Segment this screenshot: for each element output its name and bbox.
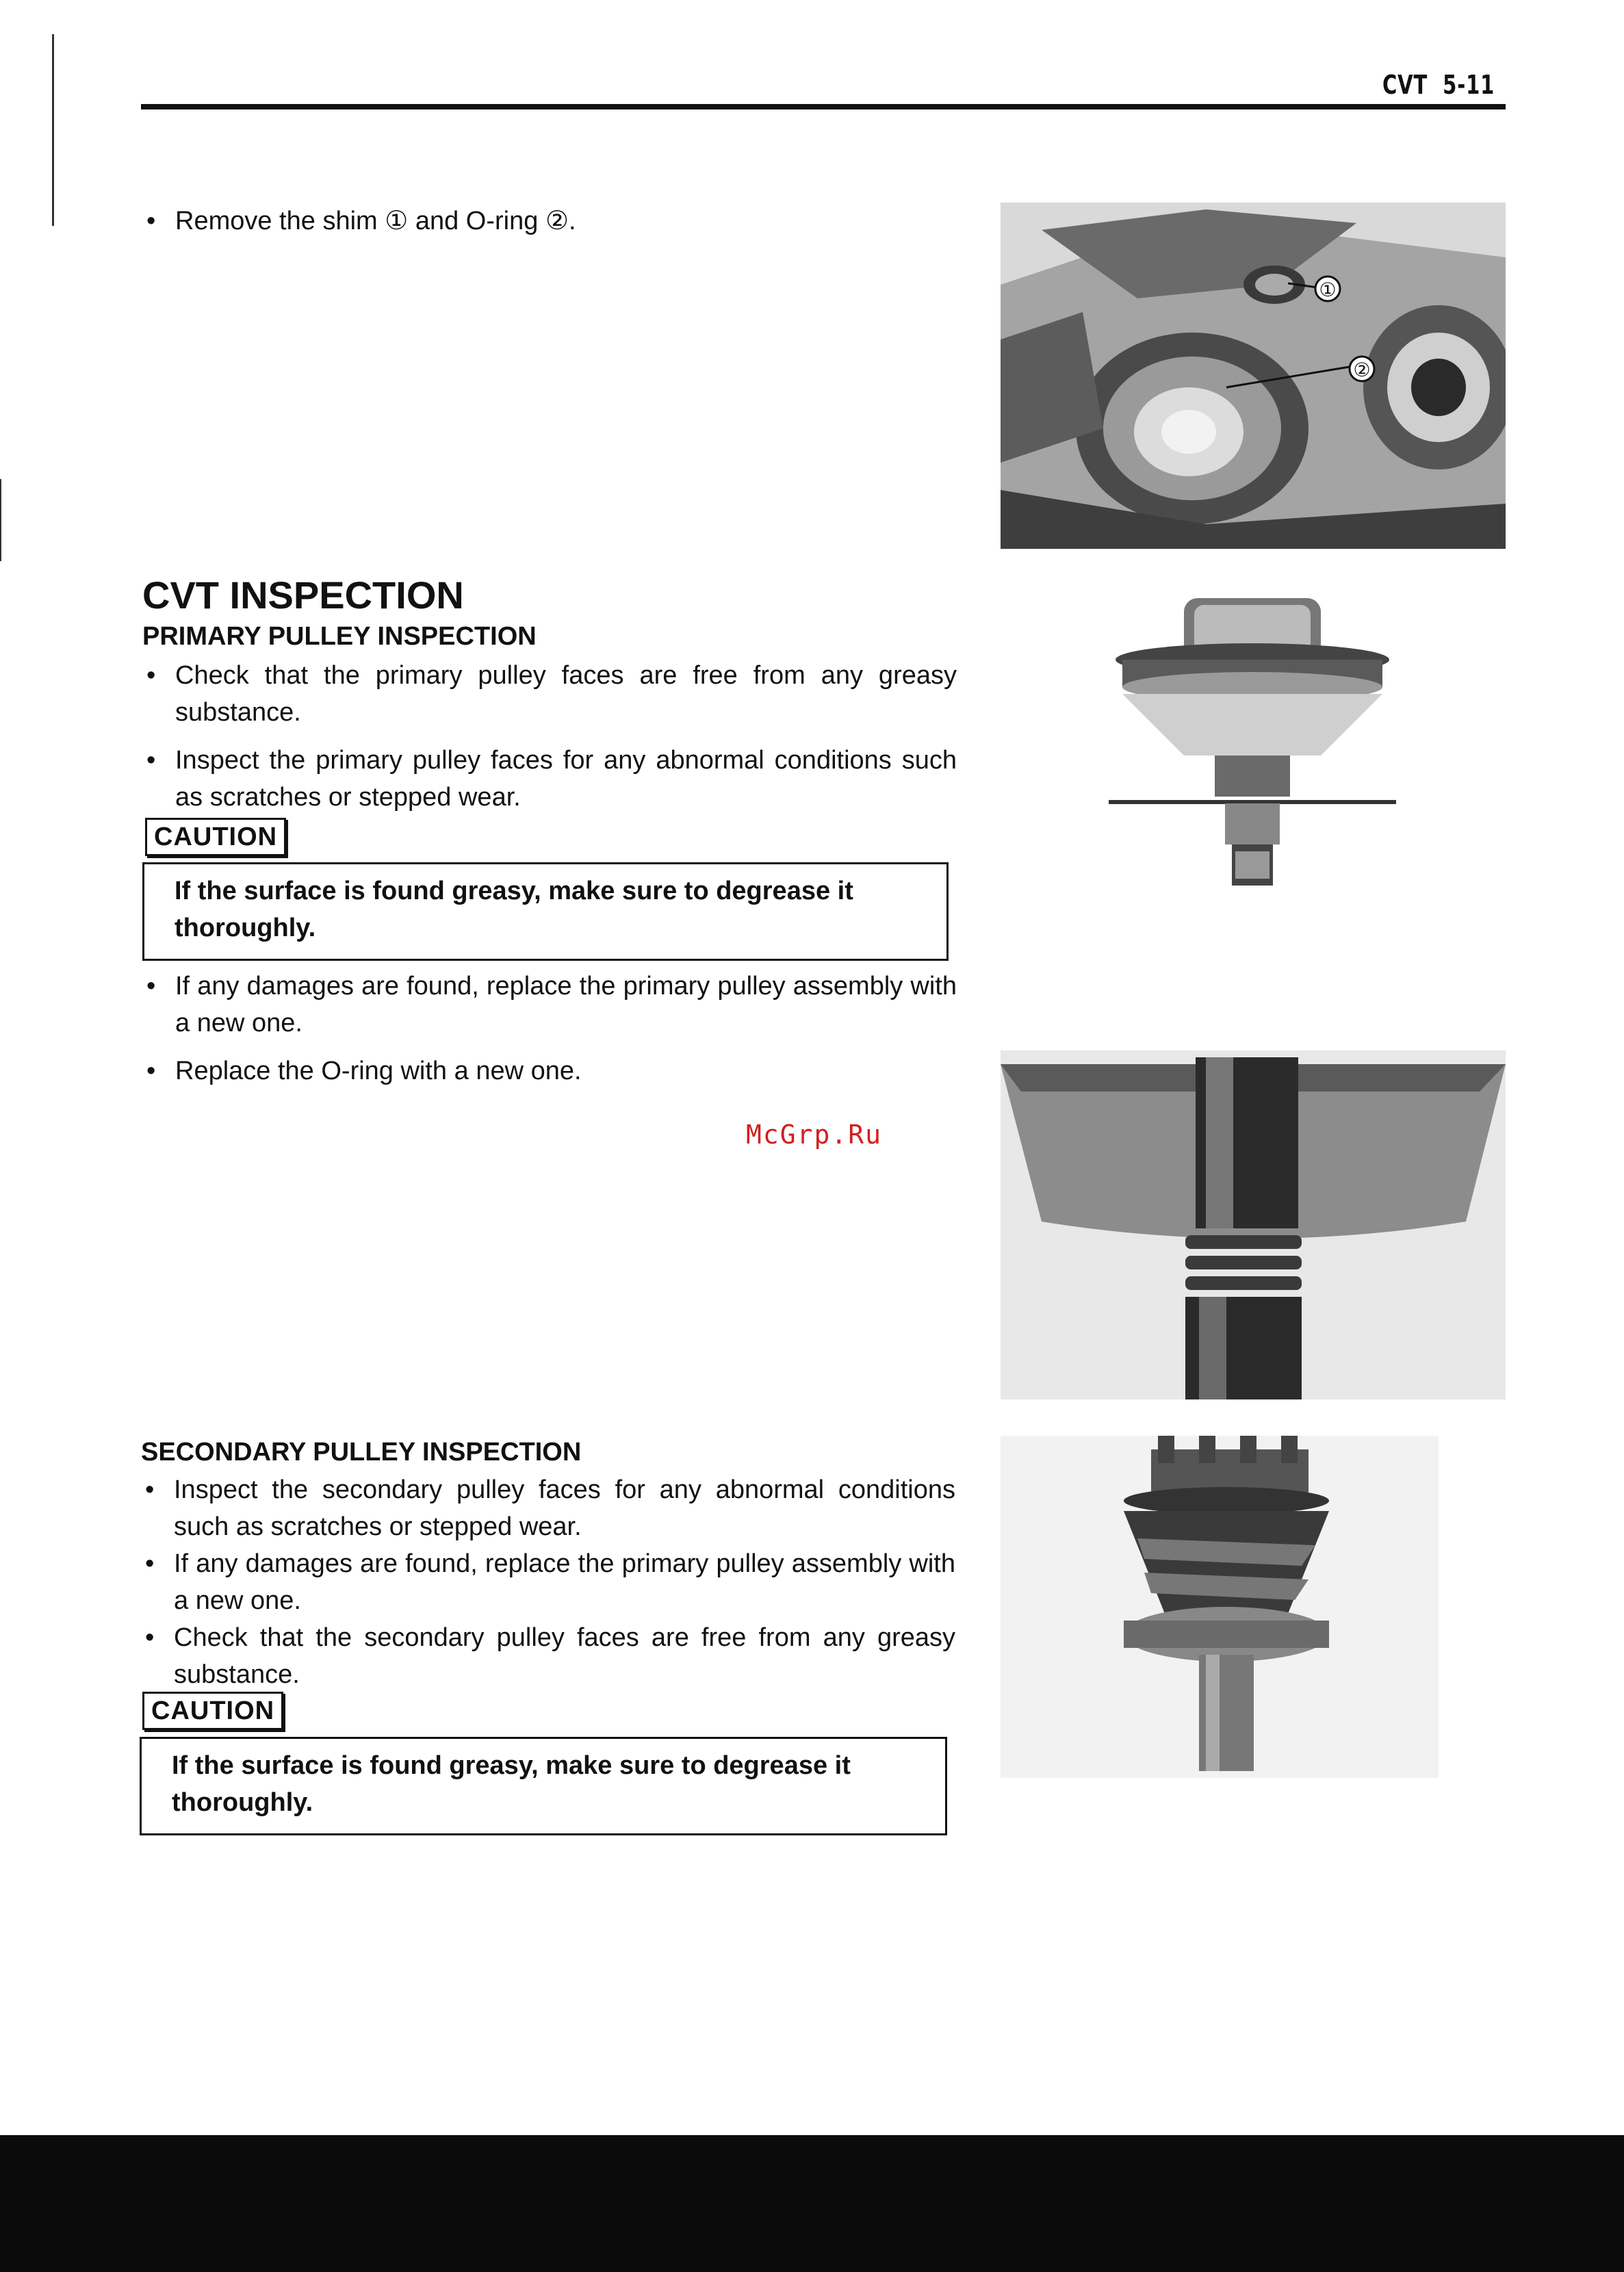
callout-shim: ① <box>1319 279 1337 301</box>
page-header <box>1382 70 1495 100</box>
list-item: • Inspect the primary pulley faces for any abnormal conditions such as scratches or stepped wear. <box>142 742 957 816</box>
list-item: • Check that the primary pulley faces are free from any greasy substance. <box>142 657 957 731</box>
list-item: • Remove the shim ① and O-ring ②. <box>142 203 957 240</box>
caution-label: CAUTION <box>142 1692 283 1730</box>
callout-o-ring: ② <box>1353 359 1371 381</box>
secondary-heading: SECONDARY PULLEY INSPECTION <box>141 1438 582 1467</box>
list-item: • If any damages are found, replace the primary pulley assembly with a new one. <box>141 1545 955 1619</box>
list-item: • Replace the O-ring with a new one. <box>142 1053 957 1089</box>
scan-mark <box>52 34 54 226</box>
list-item: • Inspect the secondary pulley faces for any abnormal conditions such as scratches or stepped wear. <box>141 1471 955 1545</box>
photo-secondary-pulley <box>1001 1436 1439 1778</box>
photo-primary-pulley-face <box>1001 1050 1506 1399</box>
primary-list-after <box>142 968 957 1100</box>
page-number: 5-11 <box>1443 70 1495 100</box>
caution-label: CAUTION <box>145 818 286 856</box>
removal-list <box>142 203 957 250</box>
page-footer-band <box>0 2135 1624 2272</box>
list-item: • Check that the secondary pulley faces are free from any greasy substance. <box>141 1619 955 1693</box>
section-name: CVT <box>1382 70 1428 100</box>
primary-heading: PRIMARY PULLEY INSPECTION <box>142 622 537 651</box>
header-rule <box>141 104 1506 109</box>
caution-box: If the surface is found greasy, make sure to degrease it thoroughly. <box>142 862 949 961</box>
secondary-list <box>141 1471 955 1693</box>
caution-box: If the surface is found greasy, make sure to degrease it thoroughly. <box>140 1737 947 1835</box>
photo-crankcase-shim-oring <box>1001 203 1506 549</box>
scan-mark <box>0 479 1 561</box>
watermark: McGrp.Ru <box>746 1120 883 1150</box>
section-title: CVT INSPECTION <box>142 573 464 617</box>
list-item: • If any damages are found, replace the primary pulley assembly with a new one. <box>142 968 957 1042</box>
primary-list-before <box>142 657 957 827</box>
photo-primary-pulley <box>1095 591 1410 906</box>
